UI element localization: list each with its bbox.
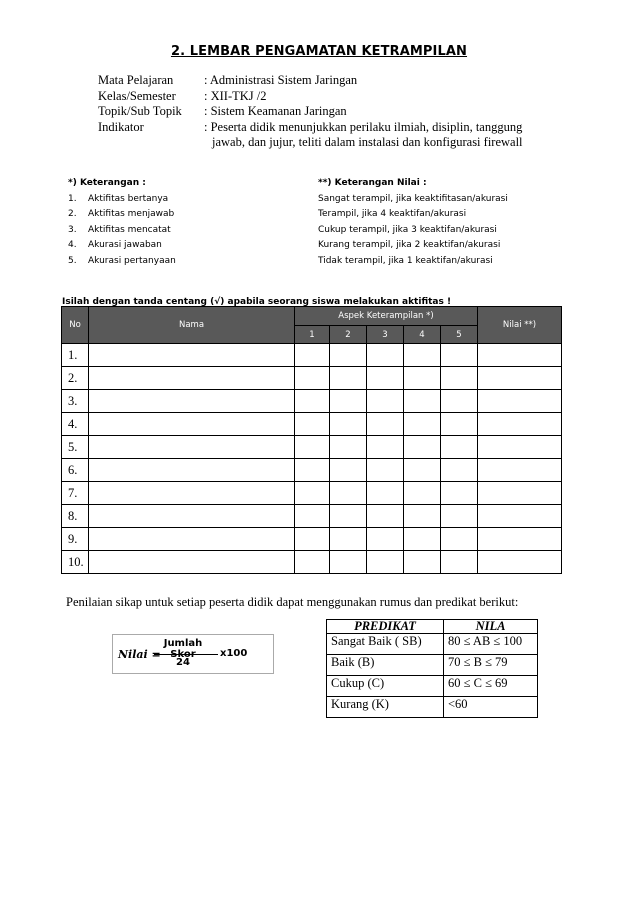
table-row [62, 482, 562, 505]
nilai-cell[interactable] [478, 459, 562, 482]
aspek-cell[interactable] [441, 344, 478, 367]
aspek-cell[interactable] [441, 528, 478, 551]
info-value: : Administrasi Sistem Jaringan [204, 73, 358, 87]
row-number: 5. [62, 436, 89, 459]
nama-cell[interactable] [89, 436, 295, 459]
header-nilai: Nilai **) [478, 307, 562, 344]
aspek-cell[interactable] [295, 482, 330, 505]
keterangan-item: 3. Aktifitas mencatat [68, 224, 171, 235]
table-row [62, 528, 562, 551]
aspek-cell[interactable] [295, 413, 330, 436]
keterangan-nilai-item: Terampil, jika 4 keaktifan/akurasi [318, 209, 467, 219]
info-row [98, 104, 550, 120]
aspek-cell[interactable] [330, 459, 367, 482]
aspek-cell[interactable] [367, 551, 404, 574]
aspek-cell[interactable] [404, 390, 441, 413]
nama-cell[interactable] [89, 528, 295, 551]
aspek-cell[interactable] [367, 344, 404, 367]
aspek-cell[interactable] [404, 413, 441, 436]
info-label: Mata Pelajaran [98, 73, 174, 87]
predikat-header: PREDIKAT [327, 620, 444, 634]
table-row [62, 505, 562, 528]
row-number: 6. [62, 459, 89, 482]
nilai-cell[interactable] [478, 505, 562, 528]
aspek-cell[interactable] [330, 344, 367, 367]
fraction-bar [154, 654, 218, 655]
keterangan-nilai-item: Kurang terampil, jika 2 keaktifan/akurasi [318, 240, 501, 250]
aspek-cell[interactable] [404, 459, 441, 482]
aspek-cell[interactable] [404, 436, 441, 459]
nama-cell[interactable] [89, 390, 295, 413]
nilai-cell[interactable] [478, 528, 562, 551]
nama-cell[interactable] [89, 344, 295, 367]
nilai-cell[interactable] [478, 413, 562, 436]
keterangan-item: 1. Aktifitas bertanya [68, 193, 169, 204]
table-row [62, 390, 562, 413]
nilai-cell[interactable] [478, 482, 562, 505]
table-row [62, 367, 562, 390]
header-nama: Nama [89, 307, 295, 344]
aspek-number: 5 [441, 326, 478, 344]
nilai-range-cell: <60 [444, 697, 538, 718]
table-row [62, 413, 562, 436]
aspek-cell[interactable] [367, 413, 404, 436]
predikat-cell: Cukup (C) [327, 676, 444, 697]
nilai-cell[interactable] [478, 551, 562, 574]
table-row [62, 459, 562, 482]
aspek-cell[interactable] [330, 505, 367, 528]
nilai-header: NILA [444, 620, 538, 634]
formula-label: Nilai = [118, 648, 161, 661]
aspek-cell[interactable] [330, 482, 367, 505]
aspek-cell[interactable] [404, 367, 441, 390]
keterangan-block [68, 176, 298, 269]
aspek-cell[interactable] [367, 459, 404, 482]
info-row [98, 89, 550, 105]
aspek-cell[interactable] [295, 505, 330, 528]
aspek-cell[interactable] [441, 390, 478, 413]
info-label: Kelas/Semester [98, 88, 176, 103]
instruction-text: Isilah dengan tanda centang (√) apabila seorang siswa melakukan aktifitas ! [62, 297, 452, 307]
aspek-cell[interactable] [441, 436, 478, 459]
info-value: : XII-TKJ /2 [204, 88, 267, 103]
nama-cell[interactable] [89, 413, 295, 436]
row-number: 9. [62, 528, 89, 551]
formula-numerator: Jumlah Skor [163, 638, 203, 660]
aspek-cell[interactable] [441, 459, 478, 482]
aspek-cell[interactable] [367, 505, 404, 528]
nama-cell[interactable] [89, 482, 295, 505]
aspek-number: 2 [330, 326, 367, 344]
aspek-cell[interactable] [295, 390, 330, 413]
aspek-cell[interactable] [330, 367, 367, 390]
keterangan-nilai-item: Sangat terampil, jika keaktifitasan/akurasi [318, 193, 508, 204]
row-number: 3. [62, 390, 89, 413]
nama-cell[interactable] [89, 551, 295, 574]
aspek-cell[interactable] [441, 505, 478, 528]
info-value: : Peserta didik menunjukkan perilaku ilmiah, disiplin, tanggung [204, 119, 523, 134]
info-row [98, 120, 550, 136]
aspek-cell[interactable] [441, 551, 478, 574]
keterangan-nilai-item: Tidak terampil, jika 1 keaktifan/akurasi [318, 255, 493, 266]
info-row [98, 135, 550, 151]
aspek-number: 1 [295, 326, 330, 344]
nilai-range-cell: 80 ≤ AB ≤ 100 [444, 634, 538, 655]
aspek-cell[interactable] [441, 367, 478, 390]
aspek-cell[interactable] [295, 528, 330, 551]
aspek-cell[interactable] [330, 390, 367, 413]
row-number: 8. [62, 505, 89, 528]
table-row [62, 551, 562, 574]
aspek-cell[interactable] [367, 482, 404, 505]
aspek-cell[interactable] [295, 551, 330, 574]
penilaian-text: Penilaian sikap untuk setiap peserta didik dapat menggunakan rumus dan predikat berikut: [66, 595, 519, 609]
info-value-continued: jawab, dan jujur, teliti dalam instalasi dan konfigurasi firewall [212, 135, 523, 149]
aspek-cell[interactable] [404, 344, 441, 367]
aspek-cell[interactable] [330, 528, 367, 551]
aspek-cell[interactable] [330, 551, 367, 574]
header-no: No [62, 307, 89, 344]
keterangan-heading: *) Keterangan : [68, 178, 146, 188]
nilai-range-cell: 60 ≤ C ≤ 69 [444, 676, 538, 697]
aspek-cell[interactable] [295, 367, 330, 390]
aspek-cell[interactable] [330, 436, 367, 459]
keterangan-nilai-item: Cukup terampil, jika 3 keaktifan/akurasi [318, 224, 497, 235]
nilai-range-cell: 70 ≤ B ≤ 79 [444, 655, 538, 676]
nilai-cell[interactable] [478, 344, 562, 367]
keterangan-item: 5. Akurasi pertanyaan [68, 255, 176, 266]
aspek-cell[interactable] [295, 459, 330, 482]
nilai-cell[interactable] [478, 436, 562, 459]
aspek-number: 4 [404, 326, 441, 344]
nilai-cell[interactable] [478, 390, 562, 413]
aspek-cell[interactable] [404, 528, 441, 551]
aspek-cell[interactable] [404, 505, 441, 528]
row-number: 1. [62, 344, 89, 367]
nilai-cell[interactable] [478, 367, 562, 390]
info-label: Topik/Sub Topik [98, 104, 182, 118]
aspek-cell[interactable] [295, 436, 330, 459]
aspek-cell[interactable] [330, 413, 367, 436]
aspek-cell[interactable] [367, 528, 404, 551]
aspek-cell[interactable] [404, 551, 441, 574]
aspek-cell[interactable] [367, 367, 404, 390]
predikat-cell: Baik (B) [327, 655, 444, 676]
info-row [98, 73, 550, 89]
row-number: 4. [62, 413, 89, 436]
info-label: Indikator [98, 119, 144, 134]
nama-cell[interactable] [89, 505, 295, 528]
keterangan-nilai-heading: **) Keterangan Nilai : [318, 178, 427, 188]
row-number: 2. [62, 367, 89, 390]
aspek-cell[interactable] [441, 413, 478, 436]
observation-table [61, 306, 562, 574]
info-value: : Sistem Keamanan Jaringan [204, 104, 347, 118]
page-title: 2. LEMBAR PENGAMATAN KETRAMPILAN [170, 44, 468, 59]
keterangan-item: 2. Aktifitas menjawab [68, 209, 175, 219]
table-row [62, 436, 562, 459]
aspek-cell[interactable] [367, 436, 404, 459]
info-block [98, 73, 550, 151]
aspek-number: 3 [367, 326, 404, 344]
nama-cell[interactable] [89, 367, 295, 390]
keterangan-nilai-block [318, 176, 558, 269]
table-row [62, 344, 562, 367]
row-number: 10. [62, 551, 89, 574]
formula-multiplier: x100 [220, 648, 248, 659]
keterangan-item: 4. Akurasi jawaban [68, 240, 162, 250]
predikat-cell: Sangat Baik ( SB) [327, 634, 444, 655]
row-number: 7. [62, 482, 89, 505]
predikat-cell: Kurang (K) [327, 697, 444, 718]
header-aspek: Aspek Keterampilan *) [295, 307, 478, 326]
nama-cell[interactable] [89, 459, 295, 482]
aspek-cell[interactable] [295, 344, 330, 367]
aspek-cell[interactable] [441, 482, 478, 505]
predikat-table [326, 619, 538, 718]
formula-denominator: 24 [176, 657, 190, 668]
aspek-cell[interactable] [404, 482, 441, 505]
aspek-cell[interactable] [367, 390, 404, 413]
